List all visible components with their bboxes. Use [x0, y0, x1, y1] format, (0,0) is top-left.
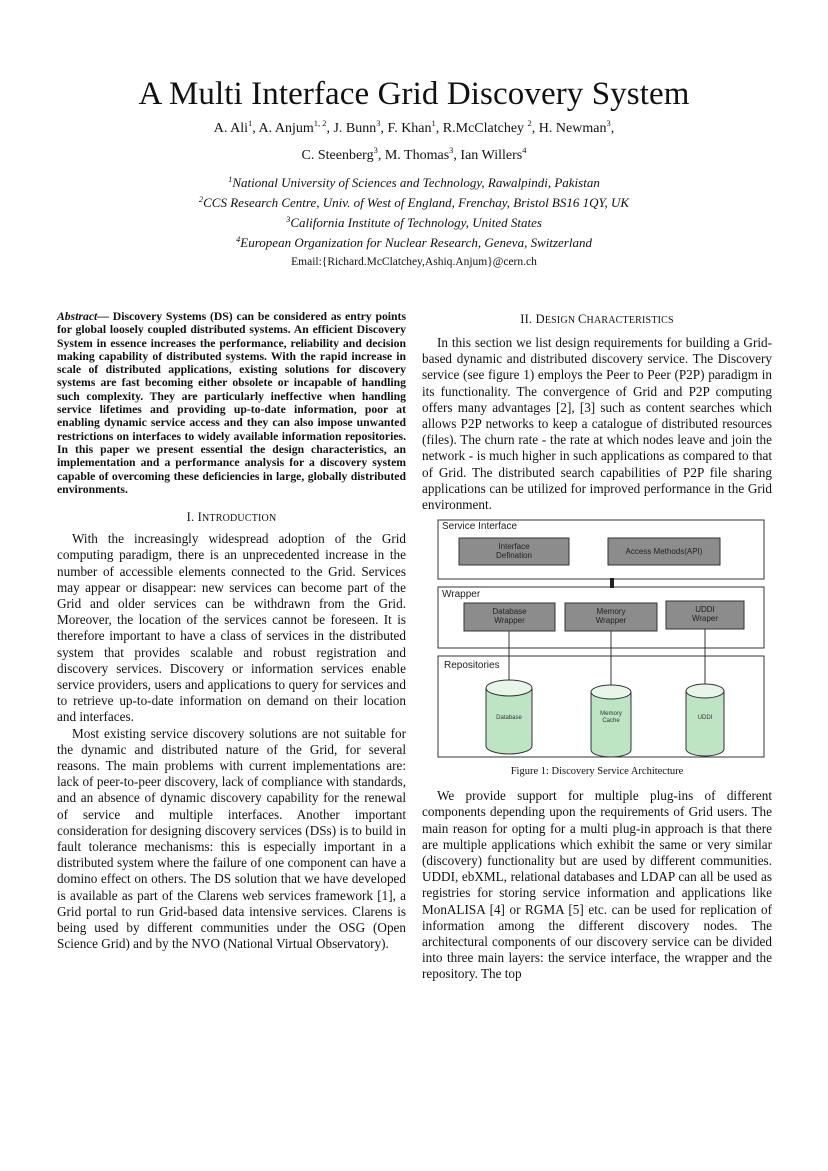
design-paragraph-1: In this section we list design requirements for building a Grid-based dynamic and distributed discovery service. The Discovery service (see figure 1) employs the Peer to Peer (P2P) paradigm in its functionality. The convergence of Grid and P2P computing offers many advantages [2], [3] such as content searches which allows P2P networks to keep a catalogue of distributed resources (files). The churn rate - the rate at which nodes leave and join the network - is much higher in such applications as compared to that of Grid. The distributed search capabilities of P2P file sharing applications can be utilized for improved performance in the Grid environment.: [422, 335, 772, 513]
interface-definition-label: Interface Defination: [495, 542, 533, 561]
database-wrapper-label: Database Wrapper: [492, 607, 527, 626]
author: J. Bunn$^3$: [333, 118, 381, 136]
section-heading-design: II. DESIGN CHARACTERISTICS: [520, 312, 674, 326]
affiliation-1: $^1$National University of Sciences and Technology, Rawalpindi, Pakistan: [228, 174, 600, 190]
paper-title: A Multi Interface Grid Discovery System: [138, 76, 690, 112]
author: A. Ali$^1$: [213, 118, 253, 136]
access-methods-label: Access Methods(API): [625, 547, 703, 557]
affiliation-4: $^4$European Organization for Nuclear Research, Geneva, Switzerland: [236, 234, 592, 250]
affiliation-2: $^2$CCS Research Centre, Univ. of West of England, Frenchay, Bristol BS16 1QY, UK: [198, 194, 630, 210]
author: H. Newman$^3$: [538, 118, 611, 136]
figure-caption: Figure 1: Discovery Service Architecture: [510, 766, 684, 778]
intro-paragraph-2: Most existing service discovery solutions are not suitable for the dynamic and distributed nature of the Grid, for several reasons. The main problems with current implementations are: lack of peer-to-peer discovery, lack of compliance with standards, and an absence of dynamic discovery capability for the renewal of service and multiple interfaces. Another important consideration for designing discovery services (DSs) is to build in fault tolerance mechanisms: this is especially important in a distributed system where the failure of one component can have a domino effect on others. The DS solution that we have developed is available as part of the Clarens web services framework [1], a Grid portal to run Grid-based data intensive services. Clarens is being used by different communities under the OSG (Open Science Grid) and by the NVO (National Virtual Observatory).: [57, 725, 406, 952]
uddi-wraper-label: UDDI Wraper: [691, 605, 719, 624]
author: M. Thomas$^3$: [384, 145, 454, 163]
author: A. Anjum$^{1, 2}$: [258, 118, 327, 136]
layer-label-repositories: Repositories: [444, 660, 500, 672]
author: Ian Willers$^4$: [460, 145, 527, 163]
contact-email: Email:{Richard.McClatchey,Ashiq.Anjum}@cern.ch: [291, 256, 537, 268]
author: F. Khan$^1$: [387, 118, 436, 136]
layer-label-service-interface: Service Interface: [442, 521, 518, 533]
memory-wrapper-label: Memory Wrapper: [595, 607, 627, 626]
intro-paragraph-1: With the increasingly widespread adoption of the Grid computing paradigm, there is an unprecedented increase in the number of accessible elements connected to the Grid. Services may appear or disappear: new services can become part of the Grid and older services can be withdrawn from the Grid. Moreover, the location of the services cannot be foreseen. It is therefore important to have a class of services in the distributed system that provides scalable and robust registration and discovery services. Discovery or information services enable service providers, users and applications to query for services and to retrieve up-to-date information on demand on their location and interfaces.: [57, 531, 406, 725]
authors-line-1: A. Ali$^1$, A. Anjum$^{1, 2}$, J. Bunn$^3$, F. Khan$^1$, R.McClatchey $^2$, H. Newman$^3$,: [213, 118, 615, 136]
database-store-label: Database: [496, 715, 522, 722]
left-column: [57, 308, 406, 952]
layer-label-wrapper: Wrapper: [442, 589, 481, 601]
author: R.McClatchey $^2$: [442, 118, 532, 136]
author: C. Steenberg$^3$: [301, 145, 378, 163]
right-column: [422, 308, 772, 983]
uddi-store-label: UDDI: [697, 715, 713, 722]
layer-connector: [610, 578, 614, 588]
architecture-figure: [437, 519, 765, 759]
memory-cache-store-label: Memory Cache: [600, 711, 622, 725]
affiliation-3: $^3$California Institute of Technology, United States: [286, 214, 542, 230]
design-paragraph-2: We provide support for multiple plug-ins of different components depending upon the requirements of Grid users. The main reason for opting for a multi plug-in approach is that there are multiple applications which exhibit the same or very similar (discovery) functionality but are used by different communities. UDDI, ebXML, relational databases and LDAP can all be used as registries for storing service information and applications like MonALISA [4] or RGMA [5] etc. can be used for replication of information among the different discovery nodes. The architectural components of our discovery service can be divided into three main layers: the service interface, the wrapper and the repository. The top: [422, 788, 772, 982]
authors-line-2: C. Steenberg$^3$, M. Thomas$^3$, Ian Willers$^4$: [301, 145, 527, 163]
abstract: Abstract— Discovery Systems (DS) can be considered as entry points for global loosely coupled distributed systems. An efficient Discovery System in essence increases the performance, reliability and decision making capability of distributed systems. With the rapid increase in scale of distributed applications, existing solutions for discovery systems are fast becoming either obsolete or incapable of handling such complexity. They are particularly ineffective when handling service lifetimes and providing up-to-date information, poor at enabling dynamic service access and they can also impose unwanted restrictions on interfaces to widely available information repositories. In this paper we present essential the design characteristics, an implementation and a performance analysis for a discovery system capable of overcoming these deficiencies in large, globally distributed environments.: [57, 310, 406, 496]
section-heading-introduction: I. INTRODUCTION: [186, 510, 277, 525]
